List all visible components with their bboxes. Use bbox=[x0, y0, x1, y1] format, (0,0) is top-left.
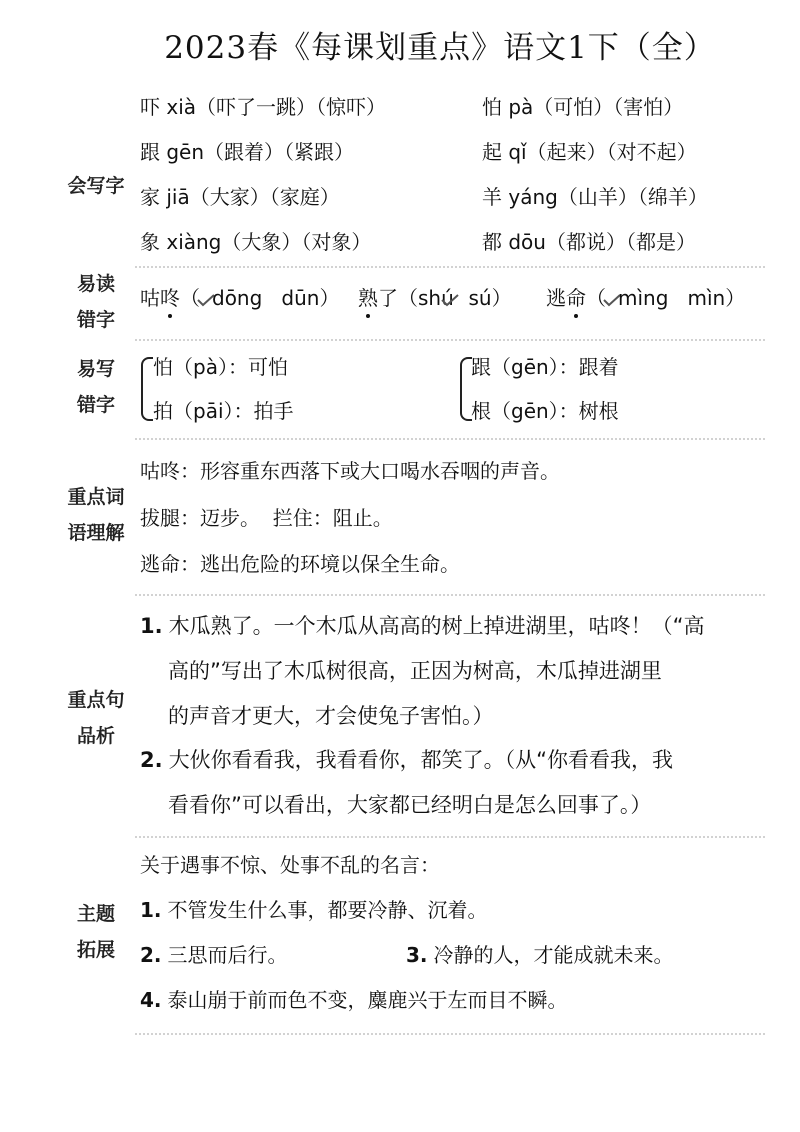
misread-item-3: 逃命（ mìng mìn） bbox=[546, 283, 745, 313]
section-label-vocab: 重点词 语理解 bbox=[67, 486, 125, 544]
misread-item-2: 熟了（shú sú） bbox=[358, 283, 512, 313]
theme-item-1: 1. 不管发生什么事，都要冷静、沉着。 bbox=[140, 898, 488, 922]
writing-row-3-left: 家 jiā（大家）（家庭） bbox=[140, 185, 340, 209]
vocab-line-3: 逃命：逃出危险的环境以保全生命。 bbox=[140, 552, 460, 576]
section-label-theme: 主题 拓展 bbox=[76, 903, 115, 961]
vocab-line-1: 咕咚：形容重东西落下或大口喝水吞咽的声音。 bbox=[140, 459, 560, 483]
writing-row-1-left: 吓 xià（吓了一跳）（惊吓） bbox=[140, 95, 387, 119]
writing-row-4-right: 都 dōu（都说）（都是） bbox=[482, 230, 696, 254]
dotted-char: 命 bbox=[566, 283, 586, 313]
writing-row-2-left: 跟 gēn（跟着）（紧跟） bbox=[140, 140, 355, 164]
misread-item-1: 咕咚（ dōng dūn） bbox=[140, 283, 339, 313]
brace-left-group bbox=[141, 357, 153, 421]
sentence-item-1: 1. 木瓜熟了。一个木瓜从高高的树上掉进湖里，咕咚！（“高 高的”写出了木瓜树很高，正因为树高，木瓜掉进湖里 的声音才更大，才会使兔子害怕。） bbox=[140, 614, 705, 728]
theme-item-3: 3. 冷静的人，才能成就未来。 bbox=[406, 943, 674, 967]
miswrite-group-1-line-1: 怕（pà）：可怕 bbox=[153, 355, 288, 379]
divider bbox=[135, 1033, 765, 1035]
section-label-misread: 易读 错字 bbox=[76, 273, 115, 331]
section-label-writing: 会写字 bbox=[67, 175, 125, 197]
miswrite-group-2-line-2: 根（gēn）：树根 bbox=[471, 399, 619, 423]
divider bbox=[135, 438, 765, 440]
page-title: 2023春《每课划重点》语文1下（全） bbox=[164, 30, 716, 66]
check-mark-icon bbox=[440, 293, 460, 307]
theme-item-2: 2. 三思而后行。 bbox=[140, 943, 288, 967]
divider bbox=[135, 836, 765, 838]
dotted-char: 咚 bbox=[160, 283, 180, 313]
sentence-item-2: 2. 大伙你看看我，我看看你，都笑了。（从“你看看我，我 看看你”可以看出，大家都已经明白是怎么回事了。） bbox=[140, 748, 673, 817]
writing-row-2-right: 起 qǐ（起来）（对不起） bbox=[482, 140, 697, 164]
writing-row-3-right: 羊 yáng（山羊）（绵羊） bbox=[482, 185, 708, 209]
theme-intro: 关于遇事不惊、处事不乱的名言： bbox=[140, 853, 440, 877]
vocab-line-2: 拔腿：迈步。 拦住：阻止。 bbox=[140, 506, 393, 530]
divider bbox=[135, 339, 765, 341]
section-label-sentences: 重点句 品析 bbox=[67, 689, 125, 747]
theme-item-4: 4. 泰山崩于前而色不变，麋鹿兴于左而目不瞬。 bbox=[140, 988, 568, 1012]
miswrite-group-2-line-1: 跟（gēn）：跟着 bbox=[471, 355, 619, 379]
section-label-miswrite: 易写 错字 bbox=[76, 358, 115, 416]
divider bbox=[135, 594, 765, 596]
writing-row-4-left: 象 xiàng（大象）（对象） bbox=[140, 230, 372, 254]
dotted-char: 熟 bbox=[358, 283, 378, 313]
writing-row-1-right: 怕 pà（可怕）（害怕） bbox=[482, 95, 684, 119]
divider bbox=[135, 266, 765, 268]
miswrite-group-1-line-2: 拍（pāi）：拍手 bbox=[153, 399, 294, 423]
